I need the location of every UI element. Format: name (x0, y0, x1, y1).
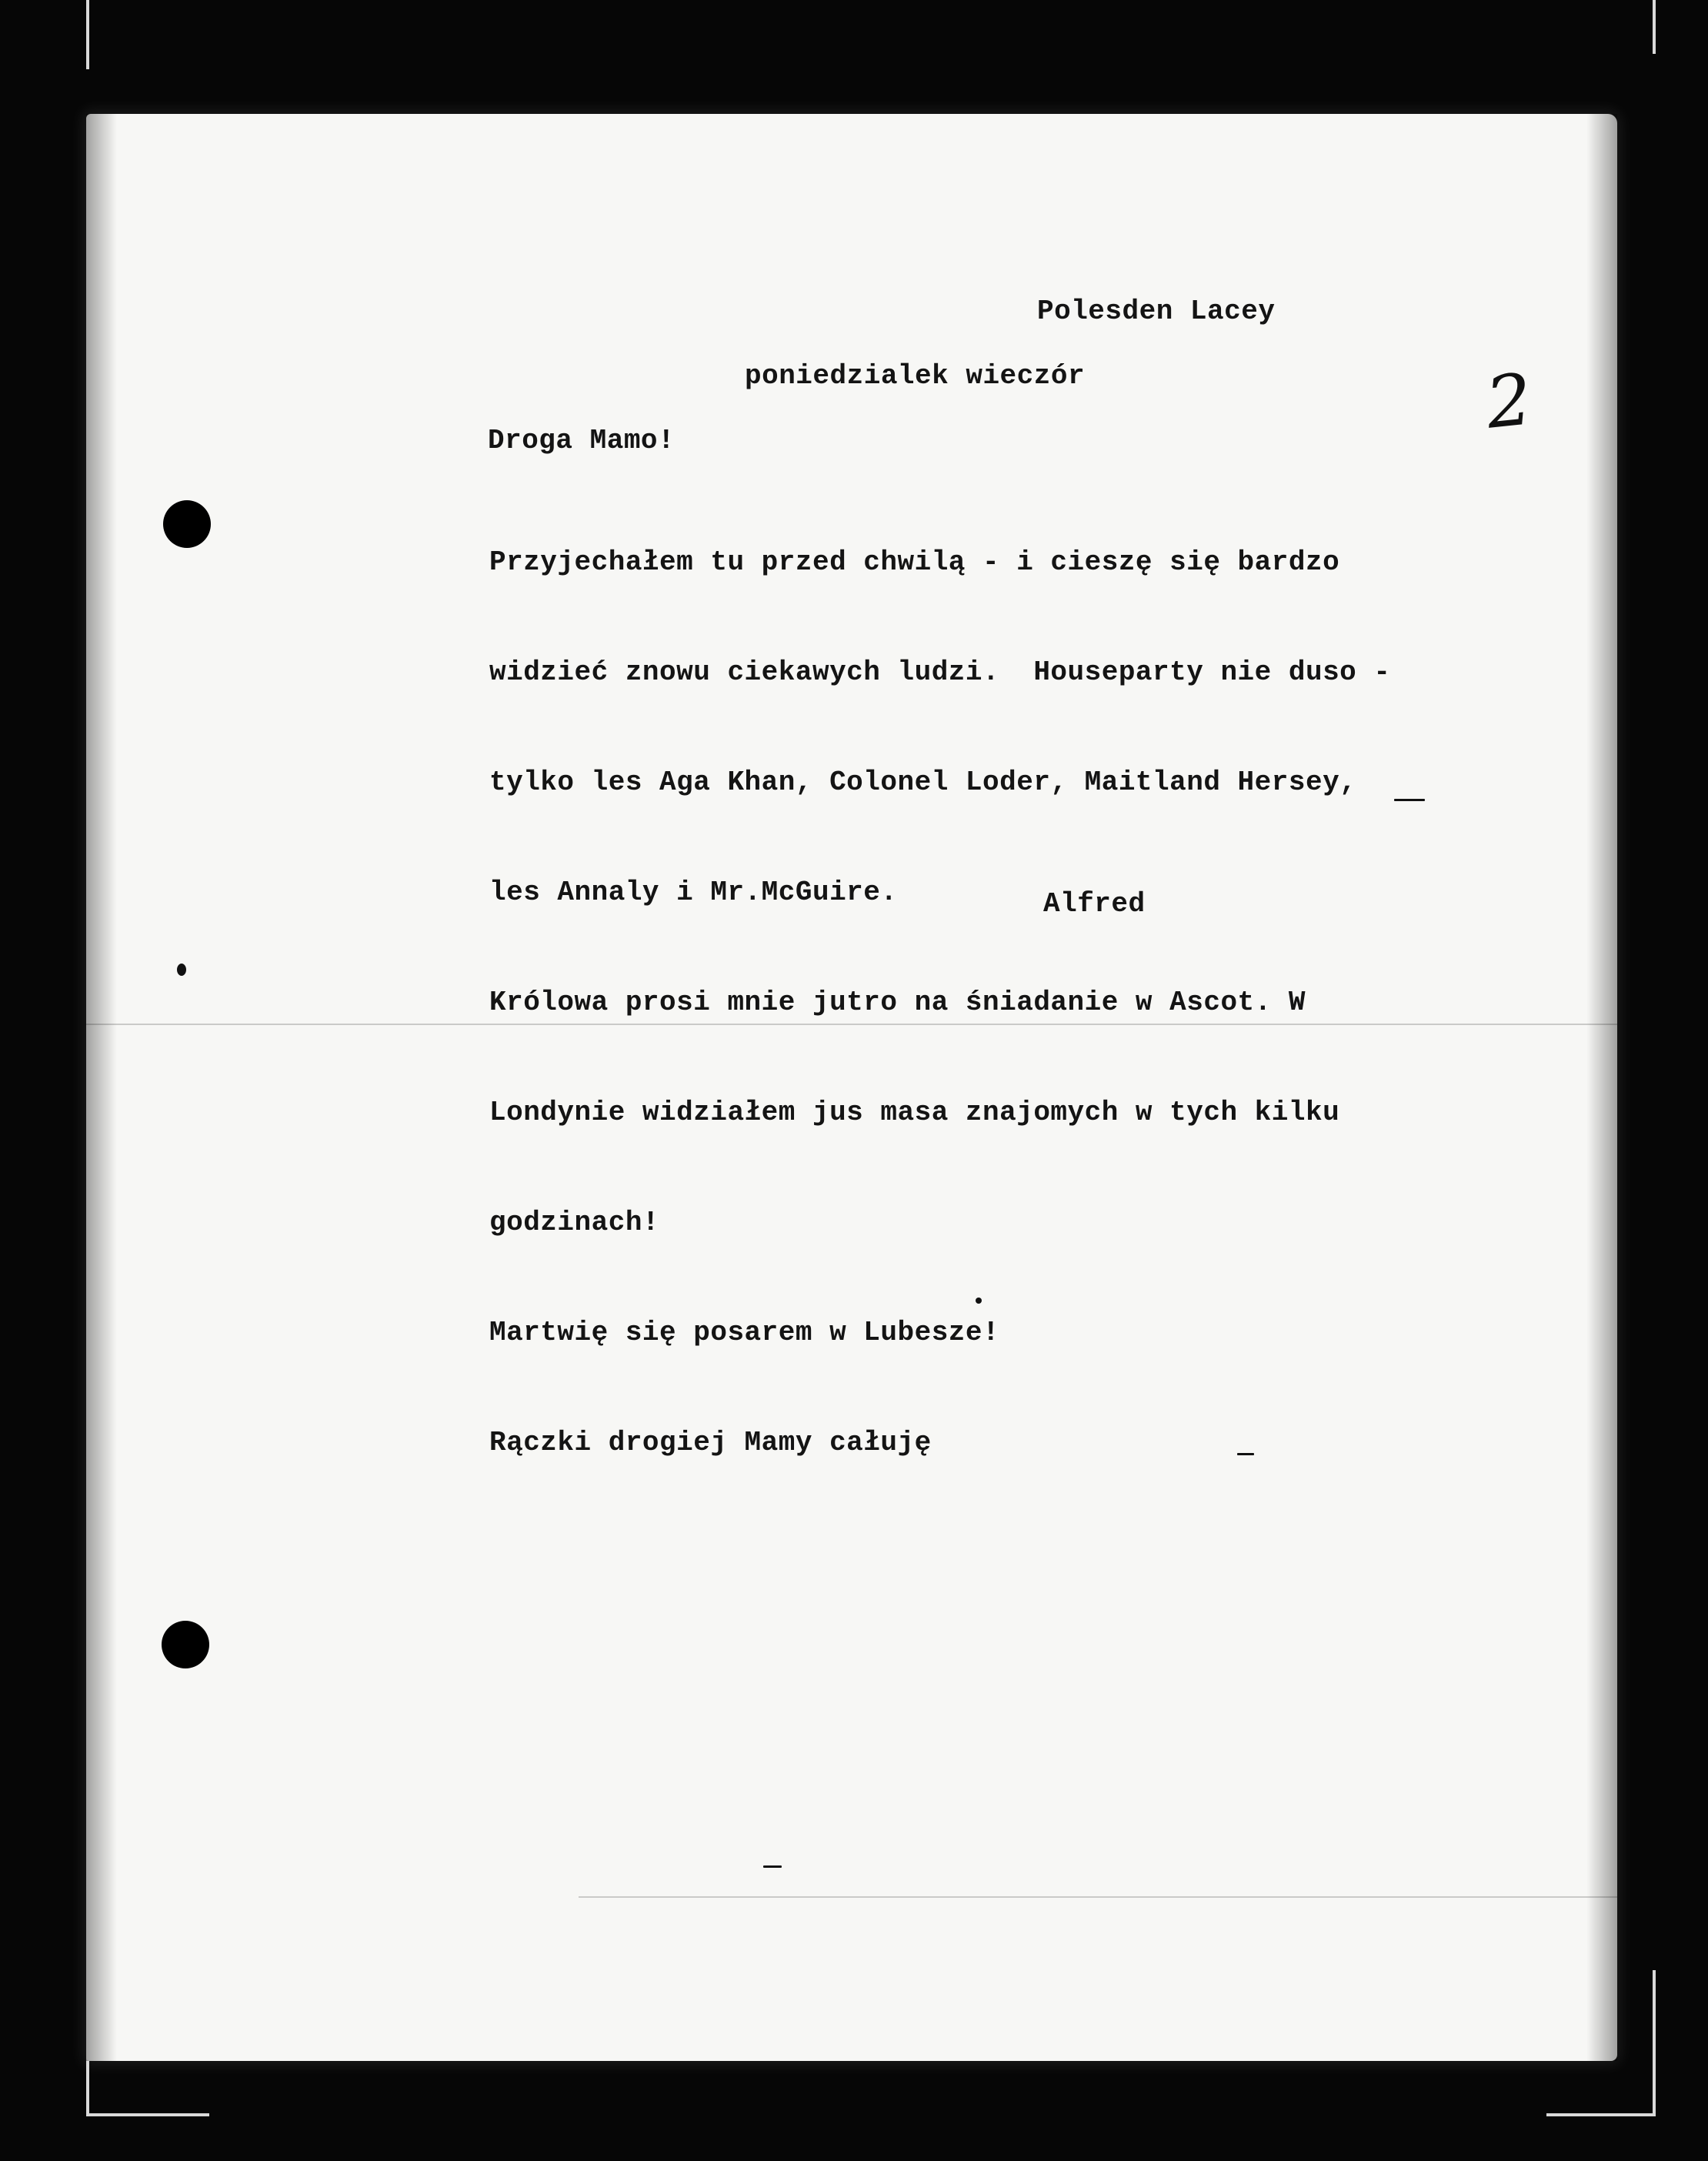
letter-place: Polesden Lacey (1037, 296, 1276, 327)
crop-mark-top-left (86, 0, 89, 69)
speck (763, 1865, 782, 1868)
letter-body-line: Przyjechałem tu przed chwilą - i cieszę się bardzo (489, 546, 1340, 578)
paper-left-shadow (86, 114, 117, 2061)
page-number: 2 (1482, 358, 1536, 445)
crop-mark-bottom-left-horizontal (86, 2113, 209, 2116)
letter-body-line: Martwię się posarem w Lubesze! (489, 1317, 1000, 1348)
letter-body-line: Londynie widziałem jus masa znajomych w tych kilku (489, 1097, 1340, 1128)
crop-mark-bottom-right-horizontal (1546, 2113, 1656, 2116)
letter-body (489, 476, 1391, 1529)
letter-body-line: tylko les Aga Khan, Colonel Loder, Maitland Hersey, (489, 767, 1357, 798)
crop-mark-top-right (1653, 0, 1656, 54)
letter-greeting: Droga Mamo! (488, 425, 676, 456)
letter-body-line: widzieć znowu ciekawych ludzi. Houseparty nie duso - (489, 656, 1391, 688)
letter-signature: Alfred (1043, 888, 1146, 920)
crop-mark-bottom-right-vertical (1653, 1970, 1656, 2116)
letter-body-line: godzinach! (489, 1207, 660, 1238)
letter-body-line: Rączki drogiej Mamy całuję (489, 1427, 932, 1458)
letter-date: poniedzialek wieczór (745, 360, 1086, 392)
paper-right-shadow (1586, 114, 1617, 2061)
punch-hole-top (163, 500, 211, 548)
speck (1394, 799, 1425, 801)
punch-hole-bottom (162, 1621, 209, 1668)
speck (177, 964, 186, 976)
letter-sheet (86, 114, 1617, 2061)
scan-line (579, 1896, 1617, 1898)
letter-body-line: les Annaly i Mr.McGuire. (489, 877, 898, 908)
letter-body-line: Królowa prosi mnie jutro na śniadanie w Ascot. W (489, 987, 1306, 1018)
